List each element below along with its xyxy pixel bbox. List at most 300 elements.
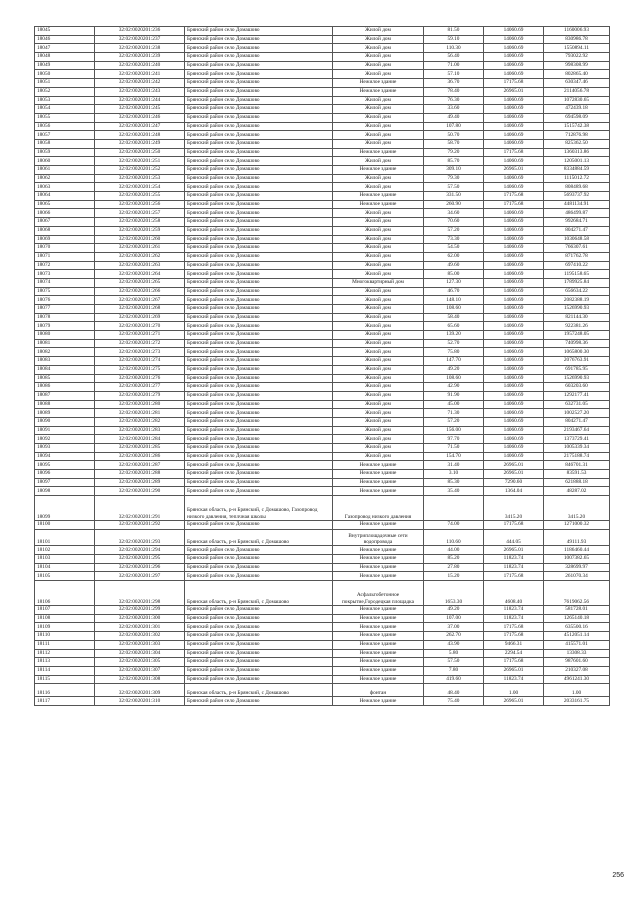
table-row [35, 70, 610, 79]
object-type: Жилой дом [333, 417, 424, 426]
cadastral-value: 802865.40 [544, 70, 610, 79]
table-row [35, 131, 610, 140]
row-number: 18064 [35, 192, 95, 201]
row-number: 18069 [35, 235, 95, 244]
object-type: Жилой дом [333, 383, 424, 392]
cadastral-number: 32:02:0020201:265 [95, 278, 185, 287]
table-row [35, 697, 610, 706]
table-row [35, 209, 610, 218]
table-row [35, 444, 610, 453]
object-address: Брянский район село Домашово [185, 572, 333, 581]
specific-value: 14060.69 [484, 174, 544, 183]
row-number: 18109 [35, 623, 95, 632]
object-type: Нежилое здание [333, 79, 424, 88]
object-type: Жилой дом [333, 174, 424, 183]
specific-value: 14060.69 [484, 400, 544, 409]
object-address: Брянский район село Домашово [185, 426, 333, 435]
object-address: Брянская область, р-н Брянский, с Домашово, Газопровод низкого давления, теплчная школы [185, 496, 333, 521]
object-address: Брянский район село Домашово [185, 614, 333, 623]
table-row [35, 122, 610, 131]
cadastral-number: 32:02:0020201:248 [95, 131, 185, 140]
cadastral-number: 32:02:0020201:245 [95, 105, 185, 114]
object-address: Брянский район село Домашово [185, 252, 333, 261]
object-address: Брянский район село Домашово [185, 79, 333, 88]
row-number: 18107 [35, 606, 95, 615]
cadastral-value: 1007382.65 [544, 555, 610, 564]
row-number: 18048 [35, 53, 95, 62]
table-row [35, 546, 610, 555]
cadastral-number: 32:02:0020201:253 [95, 174, 185, 183]
cadastral-number: 32:02:0020201:280 [95, 400, 185, 409]
object-type: Жилой дом [333, 374, 424, 383]
cadastral-number: 32:02:0020201:273 [95, 348, 185, 357]
object-type: Нежилое здание [333, 192, 424, 201]
cadastral-number: 32:02:0020201:279 [95, 391, 185, 400]
object-type: Жилой дом [333, 435, 424, 444]
cadastral-number: 32:02:0020201:281 [95, 409, 185, 418]
object-address: Брянская область, р-н Брянский, с Домашово [185, 529, 333, 546]
specific-value: 14060.69 [484, 383, 544, 392]
specific-value: 26965.01 [484, 87, 544, 96]
cadastral-value: 632731.05 [544, 400, 610, 409]
row-number: 18071 [35, 252, 95, 261]
specific-value: 14060.69 [484, 235, 544, 244]
object-area: 56.40 [424, 53, 484, 62]
cadastral-value: 1115012.72 [544, 174, 610, 183]
object-area: 31.40 [424, 461, 484, 470]
row-number: 18060 [35, 157, 95, 166]
specific-value: 17175.68 [484, 79, 544, 88]
object-type: Жилой дом [333, 183, 424, 192]
cadastral-number: 32:02:0020201:272 [95, 339, 185, 348]
object-type: Жилой дом [333, 122, 424, 131]
cadastral-value: 712876.98 [544, 131, 610, 140]
object-address: Брянский район село Домашово [185, 640, 333, 649]
row-number: 18111 [35, 640, 95, 649]
cadastral-number: 32:02:0020201:277 [95, 383, 185, 392]
row-number: 18076 [35, 296, 95, 305]
table-row [35, 200, 610, 209]
cadastral-value: 48287.02 [544, 487, 610, 496]
row-number: 18115 [35, 675, 95, 684]
object-area: 78.40 [424, 87, 484, 96]
row-number: 18096 [35, 470, 95, 479]
object-address: Брянский район село Домашово [185, 383, 333, 392]
cadastral-value: 656634.22 [544, 287, 610, 296]
cadastral-number: 32:02:0020201:304 [95, 649, 185, 658]
specific-value: 14060.69 [484, 105, 544, 114]
row-number: 18072 [35, 261, 95, 270]
row-number: 18052 [35, 87, 95, 96]
object-address: Брянский район село Домашово [185, 278, 333, 287]
cadastral-number: 32:02:0020201:257 [95, 209, 185, 218]
cadastral-number: 32:02:0020201:293 [95, 529, 185, 546]
table-row [35, 313, 610, 322]
cadastral-value: 1957248.05 [544, 331, 610, 340]
object-type: Нежилое здание [333, 666, 424, 675]
cadastral-value: 998308.99 [544, 61, 610, 70]
row-number: 18099 [35, 496, 95, 521]
object-address: Брянский район село Домашово [185, 122, 333, 131]
table-row [35, 400, 610, 409]
object-address: Брянский район село Домашово [185, 400, 333, 409]
table-row [35, 348, 610, 357]
table-row [35, 44, 610, 53]
object-type: Жилой дом [333, 444, 424, 453]
object-address: Брянский район село Домашово [185, 348, 333, 357]
object-type: Нежилое здание [333, 200, 424, 209]
cadastral-number: 32:02:0020201:289 [95, 478, 185, 487]
row-number: 18057 [35, 131, 95, 140]
object-address: Брянский район село Домашово [185, 200, 333, 209]
table-row [35, 278, 610, 287]
table-row [35, 261, 610, 270]
row-number: 18077 [35, 305, 95, 314]
object-area: 148.10 [424, 296, 484, 305]
row-number: 18102 [35, 546, 95, 555]
specific-value: 14060.69 [484, 348, 544, 357]
cadastral-number: 32:02:0020201:264 [95, 270, 185, 279]
object-address: Брянский район село Домашово [185, 435, 333, 444]
cadastral-value: 328699.97 [544, 563, 610, 572]
row-number: 18100 [35, 521, 95, 530]
table-row [35, 27, 610, 36]
specific-value: 444.05 [484, 529, 544, 546]
object-area: 85.70 [424, 157, 484, 166]
row-number: 18110 [35, 632, 95, 641]
cadastral-number: 32:02:0020201:297 [95, 572, 185, 581]
object-area: 48.40 [424, 684, 484, 697]
object-address: Брянский район село Домашово [185, 322, 333, 331]
cadastral-value: 486499.87 [544, 209, 610, 218]
object-type: Нежилое здание [333, 546, 424, 555]
specific-value: 3415.20 [484, 496, 544, 521]
object-address: Брянский район село Домашово [185, 113, 333, 122]
specific-value: 14060.69 [484, 452, 544, 461]
object-area: 74.00 [424, 521, 484, 530]
specific-value: 17175.68 [484, 192, 544, 201]
object-area: 62.00 [424, 252, 484, 261]
row-number: 18074 [35, 278, 95, 287]
cadastral-value: 1005339.34 [544, 444, 610, 453]
object-address: Брянский район село Домашово [185, 658, 333, 667]
object-type: Жилой дом [333, 70, 424, 79]
specific-value: 14060.69 [484, 409, 544, 418]
cadastral-number: 32:02:0020201:261 [95, 244, 185, 253]
object-area: 27.80 [424, 563, 484, 572]
specific-value: 14060.69 [484, 435, 544, 444]
cadastral-value: 2175188.74 [544, 452, 610, 461]
object-address: Брянский район село Домашово [185, 563, 333, 572]
object-area: 45.00 [424, 400, 484, 409]
cadastral-value: 2193467.64 [544, 426, 610, 435]
table-row [35, 139, 610, 148]
cadastral-number: 32:02:0020201:302 [95, 632, 185, 641]
object-area: 3.10 [424, 470, 484, 479]
object-address: Брянский район село Домашово [185, 35, 333, 44]
row-number: 18097 [35, 478, 95, 487]
object-address: Брянский район село Домашово [185, 44, 333, 53]
cadastral-number: 32:02:0020201:285 [95, 444, 185, 453]
object-address: Брянский район село Домашово [185, 365, 333, 374]
specific-value: 26965.01 [484, 166, 544, 175]
object-area: 85.20 [424, 555, 484, 564]
table-row [35, 53, 610, 62]
cadastral-number: 32:02:0020201:259 [95, 226, 185, 235]
row-number: 18089 [35, 409, 95, 418]
specific-value: 14060.69 [484, 270, 544, 279]
table-row [35, 666, 610, 675]
specific-value: 9466.31 [484, 640, 544, 649]
cadastral-number: 32:02:0020201:254 [95, 183, 185, 192]
object-area: 309.10 [424, 166, 484, 175]
object-type: Нежилое здание [333, 572, 424, 581]
object-address: Брянский район село Домашово [185, 226, 333, 235]
table-row [35, 374, 610, 383]
cadastral-number: 32:02:0020201:268 [95, 305, 185, 314]
object-address: Брянский район село Домашово [185, 444, 333, 453]
object-address: Брянский район село Домашово [185, 339, 333, 348]
object-address: Брянский район село Домашово [185, 174, 333, 183]
object-address: Брянский район село Домашово [185, 331, 333, 340]
table-row [35, 87, 610, 96]
cadastral-number: 32:02:0020201:296 [95, 563, 185, 572]
table-row [35, 226, 610, 235]
row-number: 18065 [35, 200, 95, 209]
cadastral-value: 621888.18 [544, 478, 610, 487]
table-row [35, 649, 610, 658]
object-address: Брянская область, р-н Брянский, с Домашово [185, 684, 333, 697]
table-row [35, 658, 610, 667]
table-row [35, 426, 610, 435]
row-number: 18092 [35, 435, 95, 444]
cadastral-number: 32:02:0020201:284 [95, 435, 185, 444]
object-area: 15.20 [424, 572, 484, 581]
table-row [35, 96, 610, 105]
specific-value: 11823.74 [484, 606, 544, 615]
table-row [35, 470, 610, 479]
object-address: Брянский район село Домашово [185, 296, 333, 305]
object-type: Жилой дом [333, 96, 424, 105]
table-row [35, 623, 610, 632]
object-area: 71.00 [424, 61, 484, 70]
object-type: Нежилое здание [333, 649, 424, 658]
object-area: 46.70 [424, 287, 484, 296]
cadastral-value: 5693737.92 [544, 192, 610, 201]
specific-value: 17175.68 [484, 623, 544, 632]
row-number: 18073 [35, 270, 95, 279]
object-area: 156.00 [424, 426, 484, 435]
cadastral-value: 871762.78 [544, 252, 610, 261]
row-number: 18050 [35, 70, 95, 79]
row-number: 18103 [35, 555, 95, 564]
table-row [35, 305, 610, 314]
object-type: Жилой дом [333, 331, 424, 340]
object-type: Жилой дом [333, 287, 424, 296]
specific-value: 14060.69 [484, 374, 544, 383]
specific-value: 14060.69 [484, 27, 544, 36]
cadastral-value: 630347.46 [544, 79, 610, 88]
specific-value: 14060.69 [484, 244, 544, 253]
object-address: Брянский район село Домашово [185, 521, 333, 530]
object-address: Брянский район село Домашово [185, 606, 333, 615]
object-address: Брянский район село Домашово [185, 313, 333, 322]
object-address: Брянский район село Домашово [185, 623, 333, 632]
cadastral-number: 32:02:0020201:260 [95, 235, 185, 244]
row-number: 18085 [35, 374, 95, 383]
object-type: Жилой дом [333, 409, 424, 418]
cadastral-value: 691785.95 [544, 365, 610, 374]
cadastral-number: 32:02:0020201:263 [95, 261, 185, 270]
object-area: 70.60 [424, 218, 484, 227]
object-area: 57.20 [424, 417, 484, 426]
object-type: Жилой дом [333, 209, 424, 218]
cadastral-number: 32:02:0020201:274 [95, 357, 185, 366]
cadastral-value: 1195158.65 [544, 270, 610, 279]
row-number: 18049 [35, 61, 95, 70]
cadastral-number: 32:02:0020201:258 [95, 218, 185, 227]
table-row [35, 270, 610, 279]
specific-value: 11823.74 [484, 675, 544, 684]
specific-value: 2294.54 [484, 649, 544, 658]
cadastral-value: 8334884.59 [544, 166, 610, 175]
table-row [35, 529, 610, 546]
cadastral-value: 1360313.86 [544, 148, 610, 157]
cadastral-value: 49111.93 [544, 529, 610, 546]
object-address: Брянский район село Домашово [185, 157, 333, 166]
object-area: 262.70 [424, 632, 484, 641]
object-area: 58.40 [424, 313, 484, 322]
object-area: 73.30 [424, 235, 484, 244]
table-row [35, 357, 610, 366]
table-row [35, 452, 610, 461]
page-number: 256 [612, 872, 624, 879]
specific-value: 14060.69 [484, 131, 544, 140]
cadastral-number: 32:02:0020201:242 [95, 79, 185, 88]
object-area: 71.30 [424, 409, 484, 418]
specific-value: 14060.69 [484, 278, 544, 287]
cadastral-number: 32:02:0020201:267 [95, 296, 185, 305]
object-type: Жилой дом [333, 157, 424, 166]
row-number: 18070 [35, 244, 95, 253]
object-type: Жилой дом [333, 426, 424, 435]
object-type: Нежилое здание [333, 166, 424, 175]
specific-value: 14060.69 [484, 218, 544, 227]
row-number: 18080 [35, 331, 95, 340]
object-area: 91.90 [424, 391, 484, 400]
object-address: Брянский район село Домашово [185, 546, 333, 555]
object-type: Нежилое здание [333, 640, 424, 649]
object-address: Брянский район село Домашово [185, 183, 333, 192]
row-number: 18067 [35, 218, 95, 227]
row-number: 18055 [35, 113, 95, 122]
row-number: 18054 [35, 105, 95, 114]
specific-value: 11823.74 [484, 563, 544, 572]
object-type: Нежилое здание [333, 555, 424, 564]
specific-value: 14060.69 [484, 296, 544, 305]
object-type: Жилой дом [333, 218, 424, 227]
object-type: Внутриплощадочные сети водопровода [333, 529, 424, 546]
cadastral-number: 32:02:0020201:241 [95, 70, 185, 79]
specific-value: 26965.01 [484, 697, 544, 706]
object-area: 75.80 [424, 348, 484, 357]
table-row [35, 563, 610, 572]
object-type: Жилой дом [333, 365, 424, 374]
cadastral-value: 740998.36 [544, 339, 610, 348]
row-number: 18087 [35, 391, 95, 400]
object-area: 79.30 [424, 174, 484, 183]
row-number: 18116 [35, 684, 95, 697]
cadastral-number: 32:02:0020201:299 [95, 606, 185, 615]
row-number: 18095 [35, 461, 95, 470]
specific-value: 14060.69 [484, 44, 544, 53]
object-address: Брянский район село Домашово [185, 192, 333, 201]
object-area: 97.70 [424, 435, 484, 444]
specific-value: 14060.69 [484, 444, 544, 453]
object-address: Брянский район село Домашово [185, 131, 333, 140]
cadastral-number: 32:02:0020201:294 [95, 546, 185, 555]
cadastral-value: 635500.16 [544, 623, 610, 632]
table-row [35, 287, 610, 296]
table-row [35, 157, 610, 166]
table-row [35, 606, 610, 615]
object-type: Жилой дом [333, 391, 424, 400]
specific-value: 1364.04 [484, 487, 544, 496]
cadastral-number: 32:02:0020201:246 [95, 113, 185, 122]
object-type: Жилой дом [333, 270, 424, 279]
object-address: Брянский район село Домашово [185, 70, 333, 79]
object-address: Брянский район село Домашово [185, 148, 333, 157]
object-address: Брянский район село Домашово [185, 166, 333, 175]
object-address: Брянский район село Домашово [185, 139, 333, 148]
object-address: Брянский район село Домашово [185, 666, 333, 675]
table-row [35, 417, 610, 426]
object-type: Нежилое здание [333, 632, 424, 641]
cadastral-number: 32:02:0020201:262 [95, 252, 185, 261]
specific-value: 14060.69 [484, 122, 544, 131]
specific-value: 14060.69 [484, 365, 544, 374]
cadastral-value: 4481134.91 [544, 200, 610, 209]
table-row [35, 174, 610, 183]
cadastral-value: 13308.33 [544, 649, 610, 658]
specific-value: 26965.01 [484, 546, 544, 555]
cadastral-number: 32:02:0020201:250 [95, 148, 185, 157]
cadastral-number: 32:02:0020201:256 [95, 200, 185, 209]
object-address: Брянский район село Домашово [185, 218, 333, 227]
cadastral-value: 2082388.19 [544, 296, 610, 305]
object-area: 59.10 [424, 35, 484, 44]
cadastral-value: 1265140.18 [544, 614, 610, 623]
cadastral-number: 32:02:0020201:295 [95, 555, 185, 564]
cadastral-number: 32:02:0020201:240 [95, 61, 185, 70]
object-area: 71.50 [424, 444, 484, 453]
table-row [35, 581, 610, 606]
object-area: 75.40 [424, 697, 484, 706]
cadastral-value: 603203.60 [544, 383, 610, 392]
object-type: Жилой дом [333, 113, 424, 122]
object-type: Нежилое здание [333, 606, 424, 615]
table-row [35, 496, 610, 521]
row-number: 18084 [35, 365, 95, 374]
row-number: 18063 [35, 183, 95, 192]
specific-value: 4608.40 [484, 581, 544, 606]
object-area: 65.60 [424, 322, 484, 331]
cadastral-value: 830986.78 [544, 35, 610, 44]
object-type: Жилой дом [333, 226, 424, 235]
table-row [35, 61, 610, 70]
table-row [35, 235, 610, 244]
object-type: фонтан [333, 684, 424, 697]
